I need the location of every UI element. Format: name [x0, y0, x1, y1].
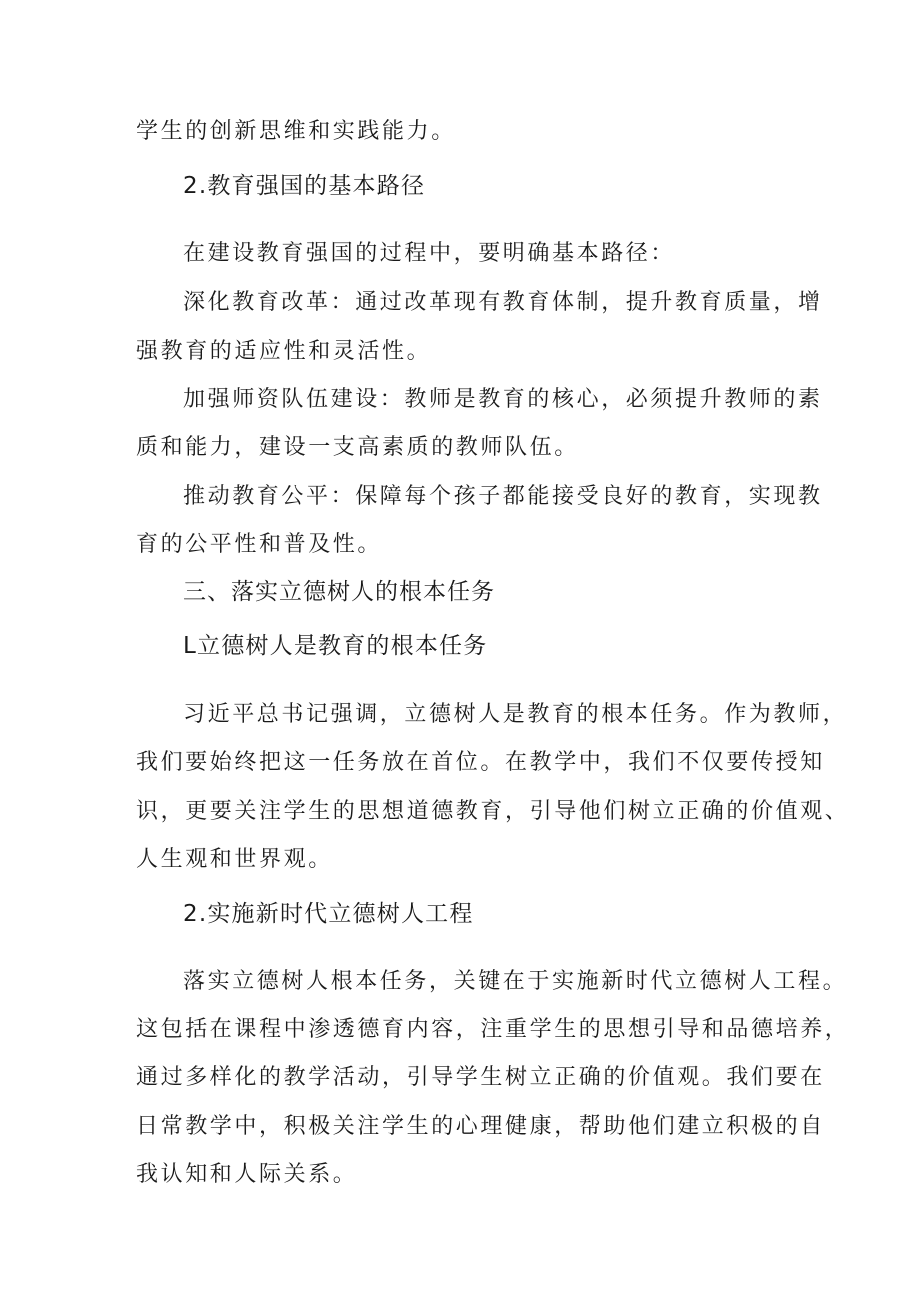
subheading-moral-education: L立德树人是教育的根本任务 [183, 633, 488, 659]
subheading-new-era-project: 2.实施新时代立德树人工程 [183, 901, 474, 927]
paragraph-line: 落实立德树人根本任务，关键在于实施新时代立德树人工程。 [183, 969, 848, 994]
paragraph-line: 我认知和人际关系。 [136, 1162, 358, 1187]
paragraph-line: 日常教学中，积极关注学生的心理健康，帮助他们建立积极的自 [136, 1114, 825, 1139]
paragraph-line: 人生观和世界观。 [136, 847, 333, 872]
paragraph-line: 这包括在课程中渗透德育内容，注重学生的思想引导和品德培养， [136, 1017, 850, 1042]
paragraph-line: 育的公平性和普及性。 [136, 532, 383, 557]
paragraph-line: 在建设教育强国的过程中，要明确基本路径： [183, 241, 676, 266]
paragraph-line: 识，更要关注学生的思想道德教育，引导他们树立正确的价值观、 [136, 799, 850, 824]
paragraph-line: 推动教育公平：保障每个孩子都能接受良好的教育，实现教 [183, 484, 823, 509]
paragraph-line: 加强师资队伍建设：教师是教育的核心，必须提升教师的素 [183, 387, 823, 412]
paragraph-line: 学生的创新思维和实践能力。 [136, 119, 456, 144]
paragraph-line: 习近平总书记强调，立德树人是教育的根本任务。作为教师， [183, 702, 848, 727]
paragraph-line: 质和能力，建设一支高素质的教师队伍。 [136, 435, 579, 460]
paragraph-line: 我们要始终把这一任务放在首位。在教学中，我们不仅要传授知 [136, 750, 825, 775]
subheading-education-path: 2.教育强国的基本路径 [183, 173, 426, 199]
paragraph-line: 强教育的适应性和灵活性。 [136, 339, 432, 364]
section-title: 三、落实立德树人的根本任务 [183, 579, 495, 605]
paragraph-line: 深化教育改革：通过改革现有教育体制，提升教育质量，增 [183, 290, 823, 315]
paragraph-line: 通过多样化的教学活动，引导学生树立正确的价值观。我们要在 [136, 1065, 825, 1090]
